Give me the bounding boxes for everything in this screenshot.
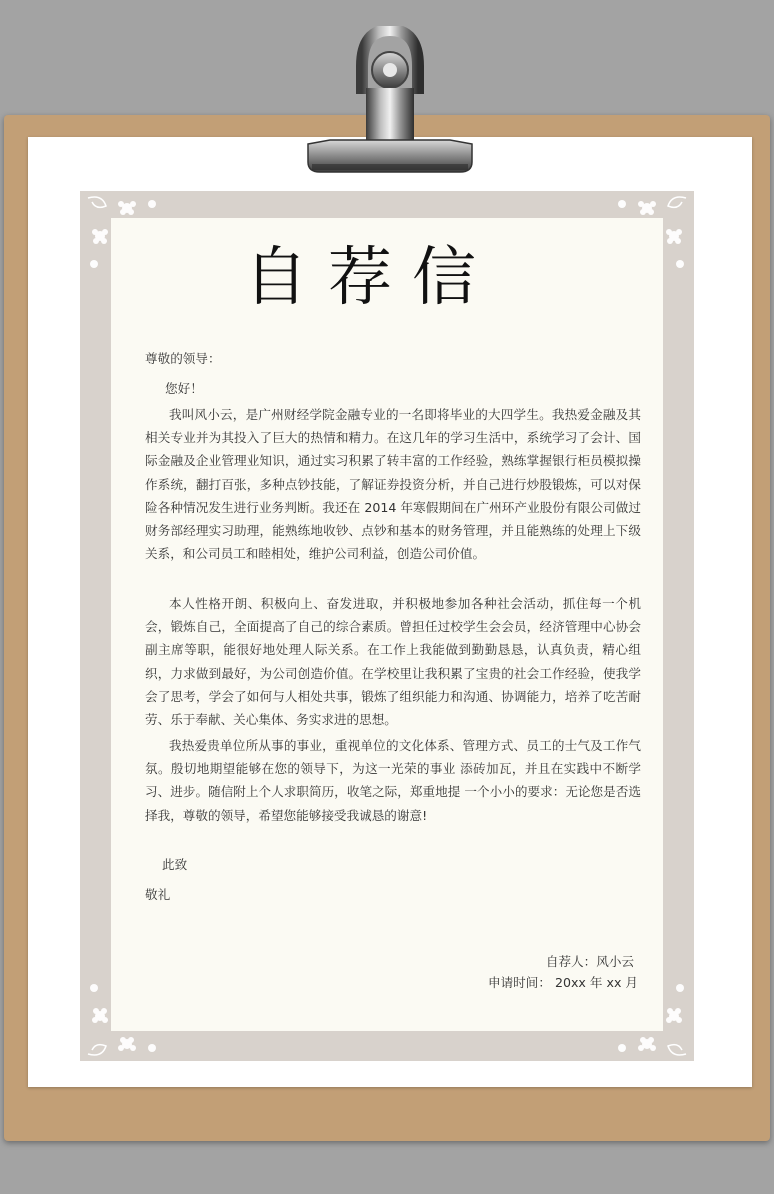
letter-paragraph: 我热爱贵单位所从事的事业，重视单位的文化体系、管理方式、员工的士气及工作气氛。殷切地期望能够在您的领导下，为这一光荣的事业 添砖加瓦，并且在实践中不断学习、进步。随信附上个人求职简历，收笔之际，郑重地提 一个小小的要求：无论您是否选择我，尊敬的领导，希望您能够接受我诚恳的谢意! <box>145 738 641 823</box>
flower-ornament-icon <box>82 970 172 1060</box>
letter-title: 自荐信 <box>244 241 496 315</box>
letter-paragraph: 本人性格开朗、积极向上、奋发进取，并积极地参加各种社会活动，抓住每一个机会，锻炼自己，全面提高了自己的综合素质。曾担任过校学生会会员，经济管理中心协会副主席等职，能很好地处理人际关系。在工作上我能做到勤勤恳恳，认真负责，精心组织，力求做到最好，为公司创造价值。在学校里让我积累了宝贵的社会工作经验，使我学会了思考，学会了如何与人相处共事，锻炼了组织能力和沟通、协调能力，培养了吃苦耐劳、乐于奉献、关心集体、务实求进的思想。 <box>145 596 641 728</box>
letter-greeting: 您好！ <box>165 381 203 396</box>
flower-ornament-icon <box>602 192 692 282</box>
letter-closing: 此致 <box>162 857 188 872</box>
letter-closing-regards: 敬礼 <box>145 887 171 902</box>
letter-signer: 自荐人：风小云 <box>545 954 634 969</box>
letter-salutation: 尊敬的领导： <box>145 351 221 366</box>
flower-ornament-icon <box>82 192 172 282</box>
letter-date: 申请时间： 20xx 年 xx 月 <box>487 975 638 990</box>
binder-clip-icon <box>300 26 480 176</box>
letter-paragraph: 我叫风小云，是广州财经学院金融专业的一名即将毕业的大四学生。我热爱金融及其相关专业并为其投入了巨大的热情和精力。在这几年的学习生活中，系统学习了会计、国际金融及企业管理业知识，通过实习积累了转丰富的工作经验，熟练掌握银行柜员模拟操作系统，翻打百张，多种点钞技能，了解证券投资分析，并自己进行炒股锻炼，可以对保险各种情况发生进行业务判断。我还在 2014 年寒假期间在广州环产业股份有限公司做过财务部经理实习助理，能熟练地收钞、点钞和基本的财务管理，并且能熟练的处理上下级关系，和公司员工和睦相处，维护公司利益，创造公司价值。 <box>145 407 641 562</box>
